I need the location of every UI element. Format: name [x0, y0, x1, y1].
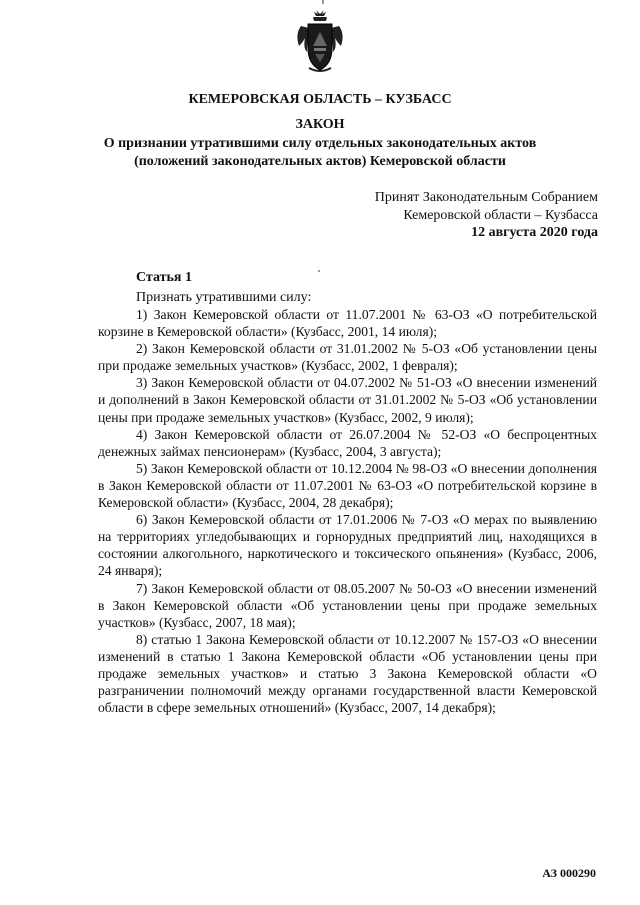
list-item: 5) Закон Кемеровской области от 10.12.2004 № 98-ОЗ «О внесении дополнения в Закон Кемеровской области от 11.07.2001 № 63-ОЗ «О потребительской корзине в Кемеровской области» (Кузбасс, 2004, 28 декабря);: [98, 460, 597, 511]
list-item: 2) Закон Кемеровской области от 31.01.2002 № 5-ОЗ «Об установлении цены при продаже земельных участков» (Кузбасс, 2002, 1 февраля);: [98, 341, 597, 374]
kuzbass-coat-of-arms-icon: [293, 8, 347, 76]
adoption-date: 12 августа 2020 года: [471, 225, 598, 240]
adopted-by-line-1: Принят Законодательным Собранием: [374, 190, 598, 205]
region-title: КЕМЕРОВСКАЯ ОБЛАСТЬ – КУЗБАСС: [188, 92, 452, 107]
law-title-line-2: (положений законодательных актов) Кемеровской области: [134, 154, 506, 169]
list-item: 7) Закон Кемеровской области от 08.05.2007 № 50-ОЗ «О внесении изменений в Закон Кемеровской области «Об установлении цены при продаже земельных участков» (Кузбасс, 2007, 18 мая);: [98, 580, 597, 630]
article-intro: Признать утратившими силу:: [136, 290, 312, 305]
adopted-by-line-2: Кемеровской области – Кузбасса: [403, 208, 598, 223]
scan-dot: [318, 270, 320, 272]
scan-mark: [322, 0, 324, 4]
law-title-line-1: О признании утратившими силу отдельных законодательных актов: [103, 136, 537, 151]
form-code: АЗ 000290: [542, 866, 596, 880]
list-item: 6) Закон Кемеровской области от 17.01.2006 № 7-ОЗ «О мерах по выявлению на территориях угледобывающих и горнорудных предприятий лиц, находящихся в состоянии алкогольного, наркотического и токсического опьянения» (Кузбасс, 2006, 24 января);: [98, 512, 597, 579]
document-type: ЗАКОН: [295, 117, 345, 132]
list-item: 4) Закон Кемеровской области от 26.07.2004 № 52-ОЗ «О беспроцентных денежных займах пенсионерам» (Кузбасс, 2004, 3 августа);: [98, 426, 597, 459]
list-item: 1) Закон Кемеровской области от 11.07.2001 № 63-ОЗ «О потребительской корзине в Кемеровской области» (Кузбасс, 2001, 14 июля);: [98, 307, 597, 340]
list-item: 8) статью 1 Закона Кемеровской области от 10.12.2007 № 157-ОЗ «О внесении изменений в статью 1 Закона Кемеровской области «Об установлении цены при продаже земельных участков» и статью 3 Закона Кемеровской области «О разграничении полномочий между органами государственной власти Кемеровской области в сфере земельных отношений» (Кузбасс, 2007, 14 декабря);: [98, 631, 597, 716]
article-heading: Статья 1: [136, 270, 192, 285]
repealed-acts-list: [98, 306, 597, 716]
list-item: 3) Закон Кемеровской области от 04.07.2002 № 51-ОЗ «О внесении изменений и дополнений в Закон Кемеровской области от 31.01.2002 № 5-ОЗ «Об установлении цены при продаже земельных участков» (Кузбасс, 2002, 9 июля);: [98, 375, 597, 425]
